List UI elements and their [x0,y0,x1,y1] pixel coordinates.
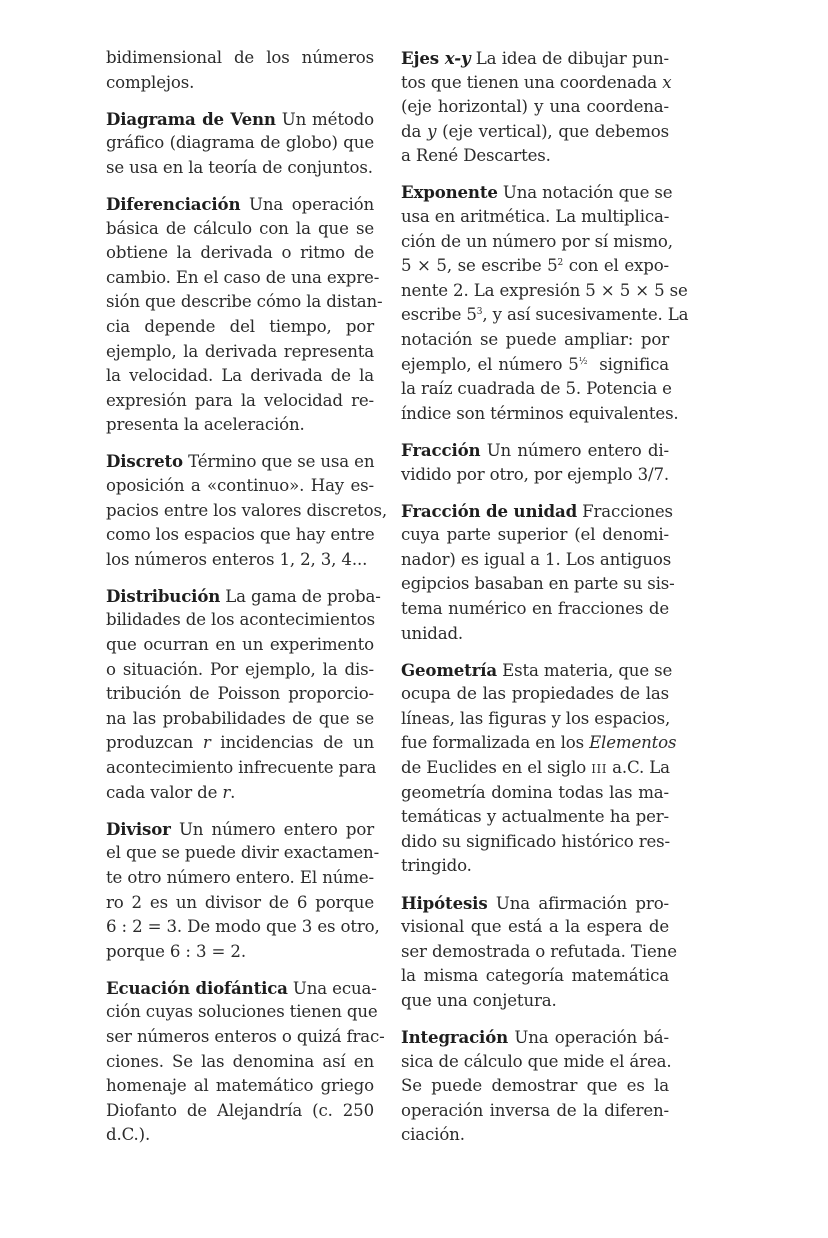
definition-text: presenta la aceleración. [106,415,305,435]
text-line [106,1000,378,1025]
text-line [106,633,374,658]
text-line [401,303,689,328]
text-line [401,328,669,353]
glossary-entry-diferenciacion [106,192,383,438]
text-line [106,290,383,315]
definition-text: de Euclides en el siglo III a.C. La [401,758,670,778]
definition-text: los números enteros 1, 2, 3, 4... [106,549,368,569]
glossary-term: Exponente [401,182,498,203]
text-line [401,1050,672,1075]
text-line [106,608,374,633]
text-line [106,548,374,573]
definition-text: pacios entre los valores discretos, [106,500,387,520]
text-line [106,584,381,609]
text-line [401,180,673,205]
text-line [106,474,374,499]
glossary-entry-discreto [106,449,387,572]
text-line [401,279,688,304]
text-line [401,781,669,806]
glossary-term: Hipótesis [401,892,488,913]
definition-text: Una notación que se [497,183,673,203]
glossary-entry-integracion [401,1025,672,1148]
text-line [106,241,374,266]
definition-text: ejemplo, la derivada representa [106,341,374,361]
glossary-term: Fracción [401,439,481,460]
text-line [106,46,374,71]
definition-text: cia depende del tiempo, por [106,316,374,336]
text-line [401,572,675,597]
definition-text: ocupa de las propiedades de las [401,684,669,704]
definition-text: tribución de Poisson proporcio- [106,684,374,704]
definition-text: se usa en la teoría de conjuntos. [106,157,373,177]
glossary-entry-distribucion [106,584,381,805]
definition-text: la misma categoría matemática [401,966,669,986]
text-line [401,940,677,965]
text-line [401,463,669,488]
text-line [106,891,374,916]
text-line [401,95,669,120]
definition-text: operación inversa de la diferen- [401,1100,669,1120]
definition-text: ción cuyas soluciones tienen que [106,1002,378,1022]
text-line [106,1025,385,1050]
text-line [401,1123,669,1148]
text-line [401,353,669,378]
glossary-entry-ecuacion-diofantica [106,976,385,1148]
definition-text: ciones. Se las denomina así en [106,1051,374,1071]
text-line [401,830,669,855]
definition-text: da y (eje vertical), que debemos [401,121,669,141]
definition-text: acontecimiento infrecuente para [106,758,377,778]
text-line [106,315,374,340]
definition-text: como los espacios que hay entre [106,525,375,545]
definition-text: la velocidad. La derivada de la [106,366,374,386]
definition-text: ser demostrada o refutada. Tiene [401,941,677,961]
text-line [106,1074,374,1099]
text-line [106,781,374,806]
definition-text: a René Descartes. [401,146,551,166]
text-line [106,707,374,732]
glossary-term: Geometría [401,659,498,680]
text-line [401,1099,669,1124]
definition-text: ciación. [401,1125,465,1145]
text-line [401,707,669,732]
glossary-term: Distribución [106,585,221,606]
definition-text: Fracciones [577,501,673,521]
definition-text: nente 2. La expresión 5 × 5 × 5 se [401,280,688,300]
definition-text: Esta materia, que se [497,660,673,680]
text-line [401,989,669,1014]
text-line [401,438,669,463]
definition-text: Se puede demostrar que es la [401,1076,669,1096]
definition-text: ción de un número por sí mismo, [401,231,673,251]
text-line [106,841,380,866]
glossary-entry-divisor [106,817,380,965]
glossary-term: Diferenciación [106,193,241,214]
definition-text: Una operación [240,194,374,214]
definition-text: gráfico (diagrama de globo) que [106,133,374,153]
definition-text: bidimensional de los números [106,48,374,67]
text-line [106,413,374,438]
text-line [401,499,673,524]
text-line [401,254,669,279]
definition-text: notación se puede ampliar: por [401,330,669,350]
glossary-entry-fraccion [401,438,669,487]
definition-text: vidido por otro, por ejemplo 3/7. [401,464,670,484]
text-line [106,364,374,389]
definition-text: egipcios basaban en parte su sis- [401,574,675,594]
text-line [401,622,669,647]
text-line [106,866,374,891]
text-line [401,597,669,622]
definition-text: produzcan r incidencias de un [106,733,374,753]
glossary-term: Discreto [106,451,183,472]
definition-text: sión que describe cómo la distan- [106,292,383,312]
text-line [401,682,669,707]
text-line [106,976,377,1001]
text-line [106,217,374,242]
definition-text: tema numérico en fracciones de [401,598,669,618]
text-line [401,1074,669,1099]
definition-text: cada valor de r. [106,782,236,802]
text-line [106,756,377,781]
glossary-term: Ecuación diofántica [106,977,288,998]
text-line [401,915,669,940]
definition-text: cambio. En el caso de una expre- [106,267,380,287]
definition-text: líneas, las figuras y los espacios, [401,708,671,728]
glossary-right-column [401,46,689,1159]
definition-text: d.C.). [106,1125,151,1145]
text-line [401,230,673,255]
definition-text: que una conjetura. [401,990,557,1010]
text-line [401,523,669,548]
text-line [106,1123,374,1148]
text-line [401,1025,669,1050]
text-line [106,266,380,291]
definition-text: nador) es igual a 1. Los antiguos [401,549,672,569]
text-line [106,156,374,181]
text-line [106,107,374,132]
definition-text: la raíz cuadrada de 5. Potencia e [401,379,672,399]
text-line [106,389,374,414]
definition-text: Una afirmación pro- [487,893,669,913]
definition-text: dido su significado histórico res- [401,831,670,851]
definition-text: 6 : 2 = 3. De modo que 3 es otro, [106,917,380,937]
text-line [106,817,374,842]
glossary-term: Integración [401,1026,509,1047]
text-line [106,731,374,756]
definition-text: unidad. [401,623,464,643]
definition-text: ro 2 es un divisor de 6 porque [106,892,374,912]
text-line [401,120,669,145]
text-line [401,377,672,402]
definition-text: La gama de proba- [220,586,381,606]
text-line [401,731,677,756]
glossary-entry-hipotesis [401,891,677,1014]
text-line [106,71,374,96]
definition-text: Diofanto de Alejandría (c. 250 [106,1100,374,1120]
definition-text: Un número entero por [170,819,374,839]
definition-text: índice son términos equivalentes. [401,403,679,423]
glossary-term: Ejes x-y [401,48,471,68]
text-line [106,915,380,940]
definition-text: 5 × 5, se escribe $5^2$ con el expo- [401,256,669,276]
text-line [401,854,669,879]
glossary-entry-continuation [106,46,374,95]
text-line [106,682,374,707]
definition-text: sica de cálculo que mide el área. [401,1051,672,1071]
definition-text: complejos. [106,72,195,92]
text-line [106,131,374,156]
glossary-left-column [106,46,387,1159]
definition-text: escribe $5^3$, y así sucesivamente. La [401,305,689,325]
definition-text: fue formalizada en los Elementos [401,733,677,753]
definition-text: Una operación bá- [508,1027,669,1047]
definition-text: usa en aritmética. La multiplica- [401,207,670,227]
definition-text: bilidades de los acontecimientos [106,610,375,630]
text-line [401,205,669,230]
text-line [106,1050,374,1075]
definition-text: Un método [275,109,374,129]
definition-text: el que se puede divir exactamen- [106,843,380,863]
text-line [106,523,374,548]
definition-text: La idea de dibujar pun- [470,49,669,68]
definition-text: porque 6 : 3 = 2. [106,941,246,961]
definition-text: oposición a «continuo». Hay es- [106,476,374,495]
definition-text: Una ecua- [287,978,377,998]
definition-text: homenaje al matemático griego [106,1076,374,1096]
glossary-entry-exponente [401,180,689,426]
definition-text: te otro número entero. El núme- [106,867,374,887]
definition-text: Un número entero di- [480,440,669,460]
definition-text: ejemplo, el número $5^{\frac{1}{2}}$ significa [401,354,669,374]
definition-text: cuya parte superior (el denomi- [401,525,669,545]
glossary-term: Diagrama de Venn [106,108,276,129]
definition-text: o situación. Por ejemplo, la dis- [106,659,374,679]
text-line [106,1099,374,1124]
text-line [106,449,374,474]
definition-text: Término que se usa en [182,452,375,472]
glossary-entry-geometria [401,658,677,879]
text-line [106,658,374,683]
definition-text: básica de cálculo con la que se [106,218,374,238]
definition-text: geometría domina todas las ma- [401,782,669,802]
text-line [106,499,387,524]
text-line [106,940,374,965]
definition-text: tringido. [401,856,472,876]
definition-text: visional que está a la espera de [401,917,669,937]
definition-text: expresión para la velocidad re- [106,390,374,410]
definition-text: tos que tienen una coordenada x [401,72,672,92]
text-line [401,71,672,96]
text-line [106,192,374,217]
definition-text: ser números enteros o quizá frac- [106,1026,385,1046]
definition-text: que ocurran en un experimento [106,635,374,655]
text-line [401,658,673,683]
text-line [401,891,669,916]
glossary-entry-ejes-x-y [401,46,672,169]
glossary-term: Fracción de unidad [401,500,578,521]
text-line [401,756,669,781]
glossary-entry-fraccion-de-unidad [401,499,675,647]
text-line [401,46,669,71]
definition-text: temáticas y actualmente ha per- [401,807,669,827]
text-line [401,144,669,169]
definition-text: (eje horizontal) y una coordena- [401,97,669,117]
text-line [401,402,679,427]
glossary-term: Divisor [106,818,171,839]
definition-text: na las probabilidades de que se [106,708,374,728]
text-line [401,805,669,830]
glossary-entry-diagrama-de-venn [106,107,374,181]
text-line [401,548,672,573]
definition-text: obtiene la derivada o ritmo de [106,243,374,263]
text-line [106,340,374,365]
text-line [401,964,669,989]
